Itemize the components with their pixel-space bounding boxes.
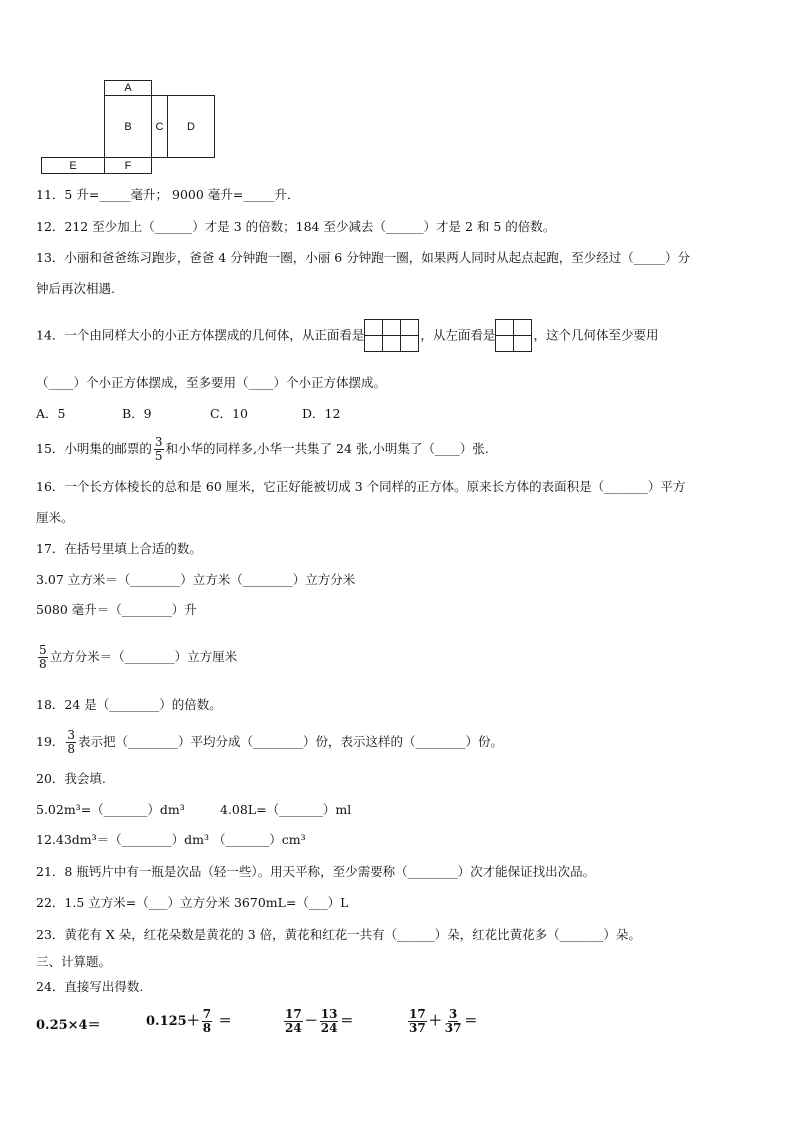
fraction-5-8: $\frac{5}{8}$ — [39, 643, 47, 671]
expr-3: $\frac{17}{24}$ － $\frac{13}{24}$ ＝ — [285, 1007, 354, 1035]
expr-1: 0.25×4＝ — [36, 1018, 101, 1033]
section-3-title: 三、计算题。 — [36, 954, 112, 969]
fraction-3-5: $\frac{3}{5}$ — [154, 435, 163, 463]
question-17-line2: 5080 毫升＝（________）升 — [36, 602, 197, 617]
question-17-line1: 3.07 立方米＝（________）立方米（________）立方分米 — [36, 572, 356, 587]
question-24-title: 24．直接写出得数. — [36, 979, 144, 994]
question-14-line1 — [36, 320, 658, 352]
question-17-line3: $\frac{5}{8}$ 立方分米＝（________）立方厘米 — [39, 643, 238, 671]
question-20-line2: 12.43dm³＝（________）dm³ （_______）cm³ — [36, 832, 306, 847]
expr-4: $\frac{17}{37}$ ＋ $\frac{3}{37}$ ＝ — [409, 1007, 478, 1035]
option-a: A．5 — [36, 406, 66, 421]
q14-text-1: 14．一个由同样大小的小正方体摆成的几何体，从正面看是 — [36, 327, 365, 343]
question-12: 12．212 至少加上（______）才是 3 的倍数；184 至少减去（______）才是 2 和 5 的倍数。 — [36, 219, 556, 234]
expr-2: 0.125＋ $\frac{7}{8}$ ＝ — [146, 1007, 232, 1035]
net-face-c: C — [151, 95, 168, 158]
question-16-line1: 16．一个长方体棱长的总和是 60 厘米，它正好能被切成 3 个同样的正方体。原来长方体的表面积是（_______）平方 — [36, 479, 686, 494]
q14-text-3: ，这个几何体至少要用 — [533, 327, 659, 343]
question-19: 19． $\frac{3}{8}$ 表示把（________）平均分成（________）份，表示这样的（________）份。 — [36, 728, 504, 756]
net-face-b: B — [104, 95, 152, 158]
question-20-title: 20．我会填. — [36, 771, 106, 786]
question-20-line1: 5.02m³=（_______）dm³ 4.08L=（_______）ml — [36, 802, 352, 817]
question-13-line2: 钟后再次相遇. — [36, 281, 115, 296]
question-23: 23．黄花有 X 朵，红花朵数是黄花的 3 倍，黄花和红花一共有（______）朵，红花比黄花多（_______）朵。 — [36, 927, 641, 942]
question-11: 11．5 升=_____毫升； 9000 毫升=_____升． — [36, 187, 300, 202]
question-14-line2: （____）个小正方体摆成，至多要用（____）个小正方体摆成。 — [36, 375, 387, 390]
net-face-e: E — [41, 157, 105, 174]
option-b: B．9 — [122, 406, 152, 421]
question-13-line1: 13．小丽和爸爸练习跑步，爸爸 4 分钟跑一圈，小丽 6 分钟跑一圈，如果两人同时从起点起跑，至少经过（_____）分 — [36, 250, 690, 265]
net-face-f: F — [104, 157, 152, 174]
question-21: 21．8 瓶钙片中有一瓶是次品（轻一些）。用天平称，至少需要称（________）次才能保证找出次品。 — [36, 864, 596, 879]
question-14-options — [36, 405, 340, 423]
q14-text-2: ，从左面看是 — [420, 327, 496, 343]
net-face-a: A — [104, 80, 152, 96]
question-17-title: 17．在括号里填上合适的数。 — [36, 541, 202, 556]
question-16-line2: 厘米。 — [36, 510, 74, 525]
option-c: C．10 — [210, 406, 248, 421]
question-22: 22．1.5 立方米=（___）立方分米 3670mL=（___）L — [36, 895, 349, 910]
front-view-grid — [365, 320, 419, 352]
left-view-grid — [496, 320, 532, 352]
fraction-3-8: $\frac{3}{8}$ — [67, 728, 76, 756]
question-18: 18．24 是（________）的倍数。 — [36, 697, 222, 712]
question-15: 15．小明集的邮票的 $\frac{3}{5}$ 和小华的同样多,小华一共集了 24 张,小明集了（____）张. — [36, 435, 489, 463]
option-d: D．12 — [302, 406, 341, 421]
net-face-d: D — [167, 95, 215, 158]
